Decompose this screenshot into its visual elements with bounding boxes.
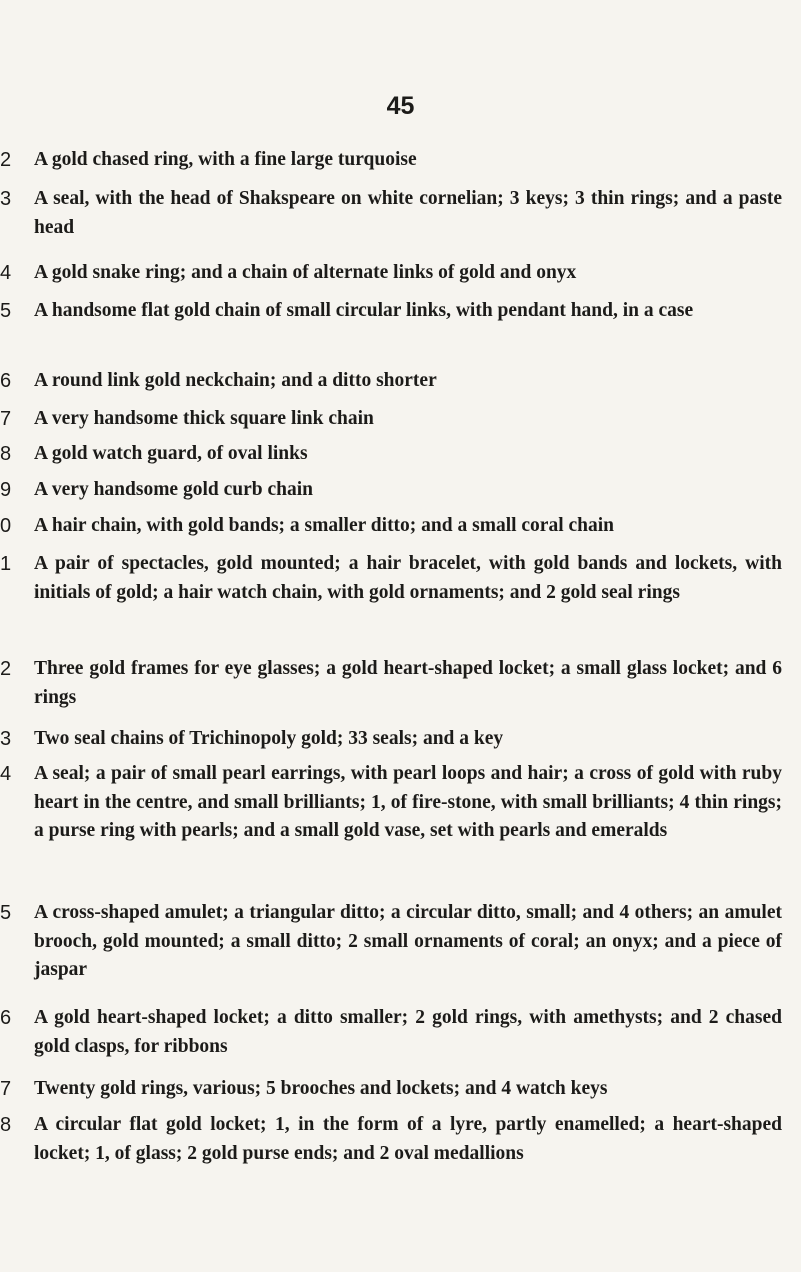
item-number: 4	[0, 262, 12, 284]
item-number: 9	[0, 479, 12, 501]
item-text: A very handsome thick square link chain	[34, 408, 374, 429]
item-number: 5	[0, 300, 12, 322]
item-number: 5	[0, 902, 12, 924]
item-text: A handsome flat gold chain of small circular links, with pendant hand, in a case	[34, 300, 694, 321]
item-number: 0	[0, 515, 12, 537]
item-number: 4	[0, 763, 12, 785]
item-text: A circular flat gold locket; 1, in the form of a lyre, partly enamelled; a heart-shaped locket; 1, of glass; 2 gold purse ends; and 2 oval medallions	[34, 1114, 782, 1164]
item-text: A cross-shaped amulet; a triangular ditto; a circular ditto, small; and 4 others; an amulet brooch, gold mounted; a small ditto; 2 small ornaments of coral; an onyx; and a piece of jaspar	[34, 902, 782, 980]
item-text: A hair chain, with gold bands; a smaller ditto; and a small coral chain	[34, 515, 615, 536]
item-text: A round link gold neckchain; and a ditto shorter	[34, 370, 437, 391]
page-number: 45	[386, 92, 415, 120]
item-number: 7	[0, 1078, 12, 1100]
item-number: 6	[0, 1007, 12, 1029]
item-number: 3	[0, 728, 12, 750]
item-number: 3	[0, 188, 12, 210]
item-number: 7	[0, 408, 12, 430]
item-text: A gold snake ring; and a chain of alternate links of gold and onyx	[34, 262, 577, 283]
item-number: 6	[0, 370, 12, 392]
item-number: 2	[0, 658, 12, 680]
item-number: 8	[0, 443, 12, 465]
item-text: A very handsome gold curb chain	[34, 479, 313, 500]
item-text: A seal; a pair of small pearl earrings, with pearl loops and hair; a cross of gold with ruby heart in the centre, and small brilliants; 1, of fire-stone, with small brilliants; 4 thin rings; a purse ring with pearls; and a small gold vase, set with pearls and emeralds	[34, 763, 782, 841]
item-text: A gold chased ring, with a fine large turquoise	[34, 149, 417, 170]
item-text: A gold heart-shaped locket; a ditto smaller; 2 gold rings, with amethysts; and 2 chased gold clasps, for ribbons	[34, 1007, 782, 1057]
item-text: A pair of spectacles, gold mounted; a hair bracelet, with gold bands and lockets, with initials of gold; a hair watch chain, with gold ornaments; and 2 gold seal rings	[34, 553, 782, 603]
item-text: A gold watch guard, of oval links	[34, 443, 308, 464]
item-text: A seal, with the head of Shakspeare on white cornelian; 3 keys; 3 thin rings; and a paste head	[34, 188, 782, 238]
item-number: 2	[0, 149, 12, 171]
item-text: Twenty gold rings, various; 5 brooches and lockets; and 4 watch keys	[34, 1078, 608, 1099]
item-text: Three gold frames for eye glasses; a gold heart-shaped locket; a small glass locket; and 6 rings	[34, 658, 782, 708]
item-number: 1	[0, 553, 12, 575]
item-text: Two seal chains of Trichinopoly gold; 33 seals; and a key	[34, 728, 504, 749]
item-number: 8	[0, 1114, 12, 1136]
